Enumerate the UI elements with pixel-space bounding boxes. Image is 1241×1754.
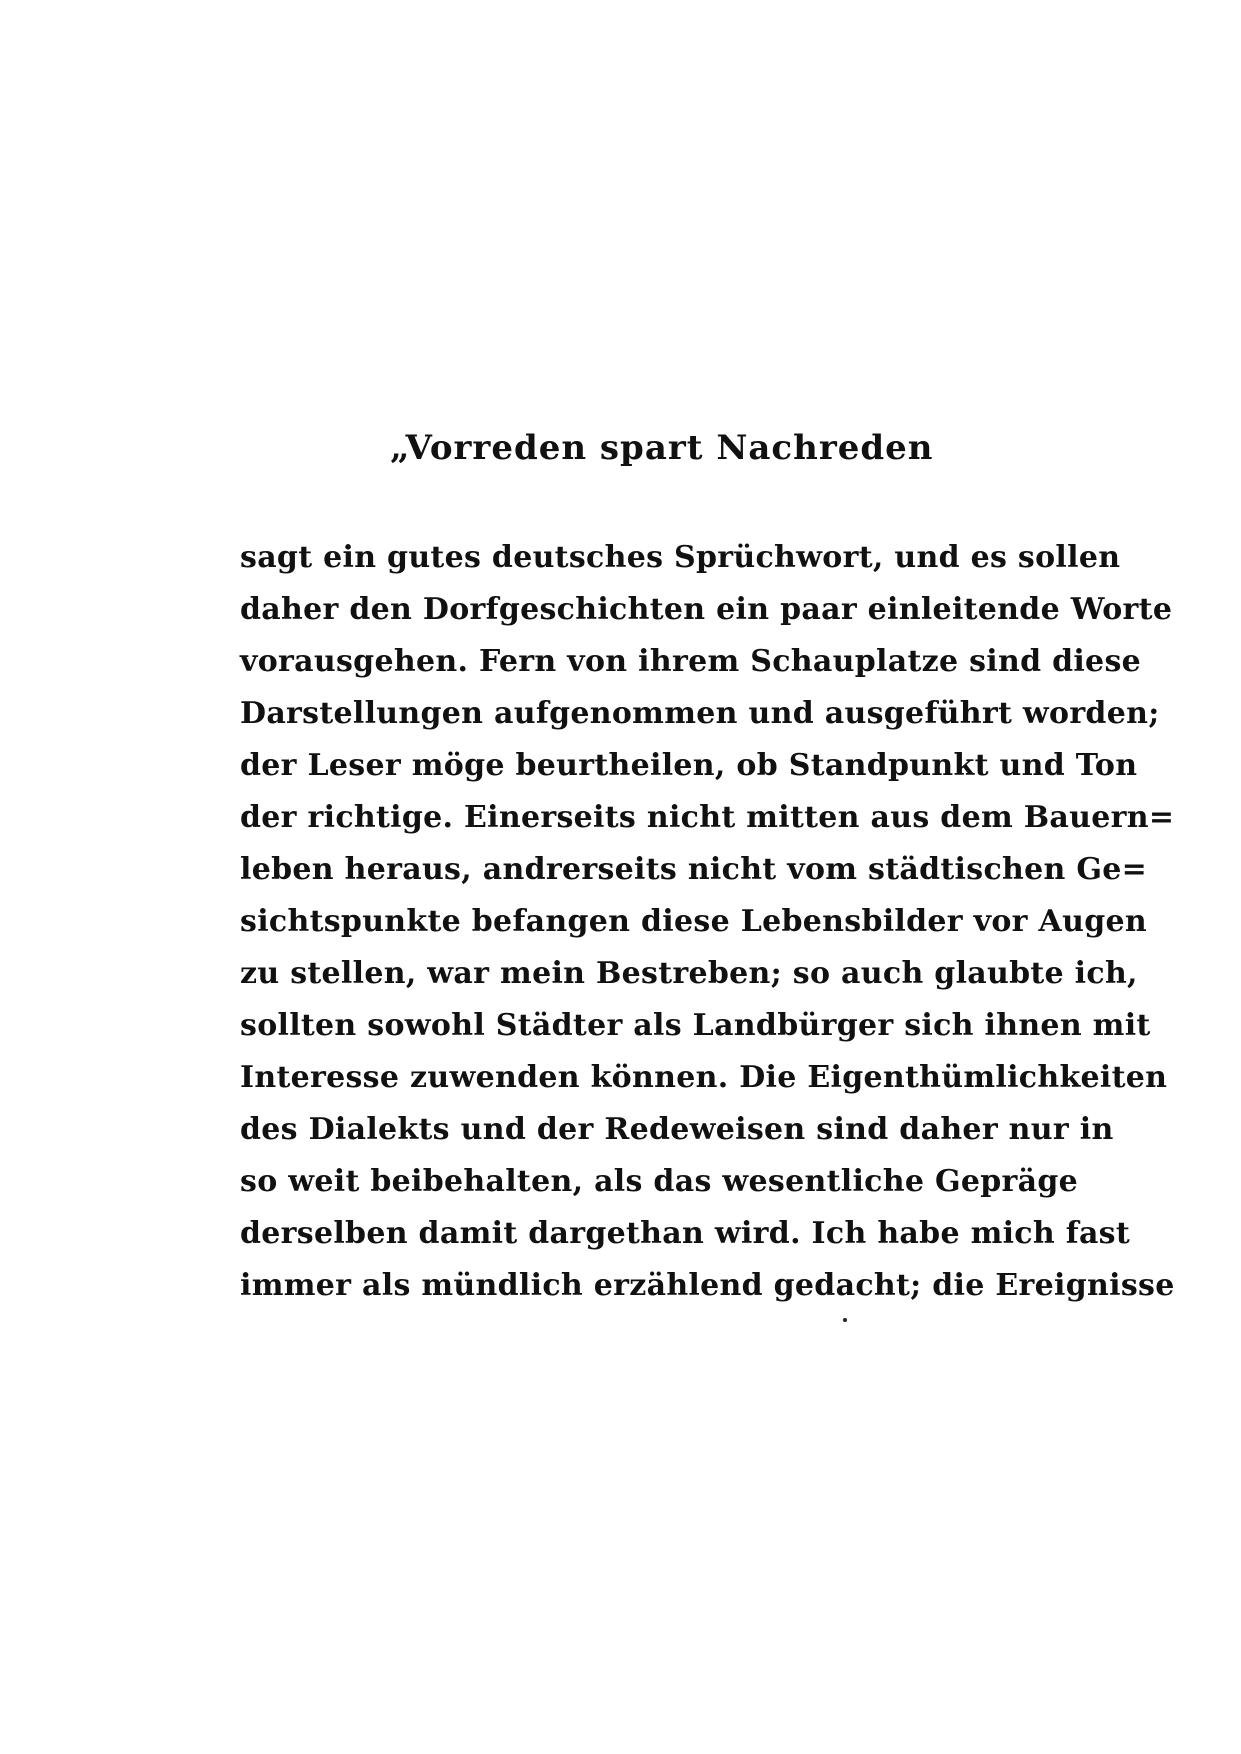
text-line: leben heraus, andrerseits nicht vom städtischen Ge= (240, 852, 1148, 887)
text-line: vorausgehen. Fern von ihrem Schauplatze sind diese (240, 644, 1142, 679)
text-line: der richtige. Einerseits nicht mitten aus dem Bauern= (240, 800, 1175, 835)
text-line: immer als mündlich erzählend gedacht; die Ereignisse (240, 1268, 1175, 1303)
text-line: zu stellen, war mein Bestreben; so auch glaubte ich, (240, 956, 1138, 991)
page-heading: „Vorreden spart Nachreden (390, 428, 934, 468)
text-line: sichtspunkte befangen diese Lebensbilder vor Augen (240, 904, 1147, 939)
text-line: derselben damit dargethan wird. Ich habe mich fast (240, 1216, 1131, 1251)
ink-speck (843, 1318, 847, 1322)
text-line: Interesse zuwenden können. Die Eigenthümlichkeiten (240, 1060, 1168, 1095)
body-text (240, 532, 1175, 1312)
text-line: Darstellungen aufgenommen und ausgeführt worden; (240, 696, 1160, 731)
text-line: der Leser möge beurtheilen, ob Standpunkt und Ton (240, 748, 1138, 783)
text-line: daher den Dorfgeschichten ein paar einleitende Worte (240, 592, 1173, 627)
text-line: sagt ein gutes deutsches Sprüchwort, und es sollen (240, 540, 1121, 575)
text-line: des Dialekts und der Redeweisen sind daher nur in (240, 1112, 1114, 1147)
text-line: sollten sowohl Städter als Landbürger sich ihnen mit (240, 1008, 1151, 1043)
text-line: so weit beibehalten, als das wesentliche Gepräge (240, 1164, 1079, 1199)
